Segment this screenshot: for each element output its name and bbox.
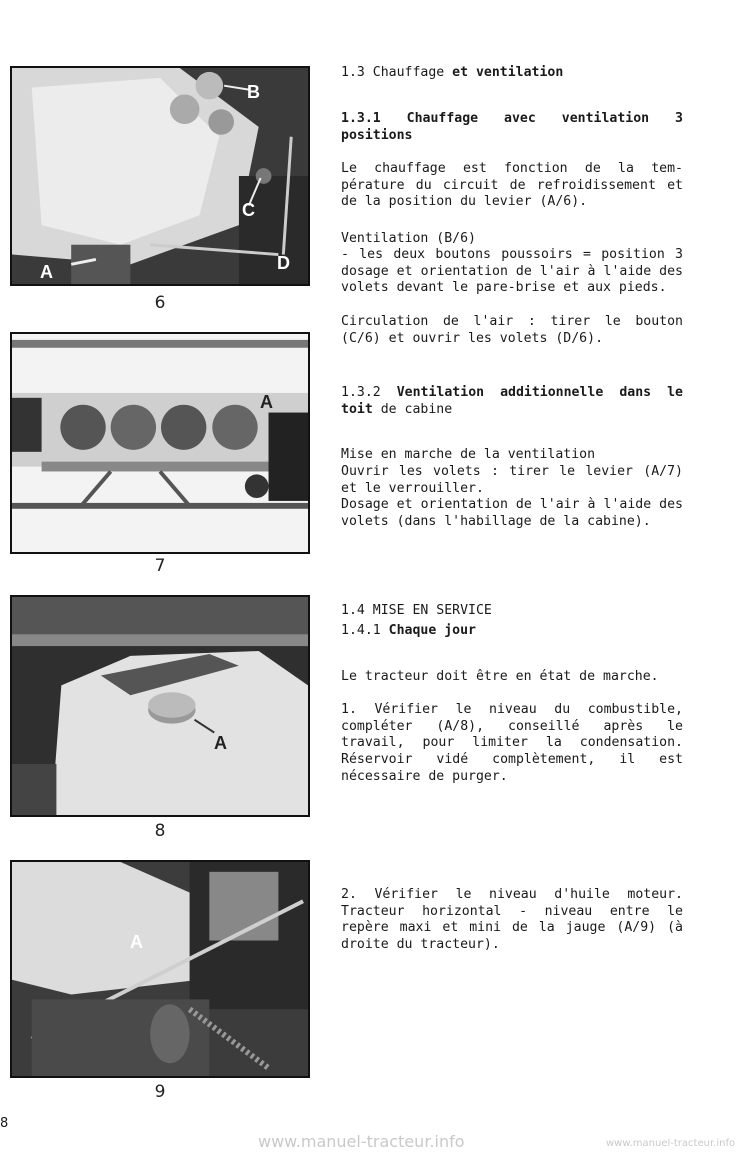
- section-1-3-2-line3: Dosage et orientation de l'air à l'aide des volets (dans l'habillage de la cabine).: [341, 497, 683, 529]
- section-1-4-1-heading: [341, 623, 683, 640]
- figure-6-label-b: B: [247, 82, 260, 102]
- ventilation-title: Ventilation (B/6): [341, 231, 476, 247]
- page-number: 8: [0, 1116, 9, 1131]
- section-1-3-2-heading-num: 1.3.2: [341, 385, 397, 400]
- section-1-4-1-heading-num: 1.4.1: [341, 623, 389, 638]
- figure-6-label-c: C: [242, 200, 255, 220]
- section-1-4-heading: 1.4 MISE EN SERVICE: [341, 603, 492, 619]
- figure-6-label-d: D: [277, 253, 290, 273]
- section-1-3-2-heading-bold: Ventilation additionnelle dans le toit: [341, 385, 683, 417]
- figure-7-label-a: A: [260, 392, 273, 412]
- section-1-4-item2: 2. Vérifier le niveau d'huile moteur. Tracteur horizontal - niveau entre le repère maxi et mini de la jauge (A/9) (à droite du tracteur).: [341, 887, 683, 952]
- figure-7-photo: [10, 332, 310, 554]
- figure-8-number: 8: [154, 821, 166, 841]
- section-1-3-2-heading: [341, 385, 683, 418]
- figure-9-number: 9: [154, 1082, 166, 1102]
- section-1-3-1-para1: Le chauffage est fonction de la tem-pérature du circuit de refroidissement et de la position du levier (A/6).: [341, 161, 683, 210]
- section-1-3-2-line1: Mise en marche de la ventilation: [341, 447, 596, 463]
- figure-8-photo: [10, 595, 310, 817]
- figure-6-photo: [10, 66, 310, 286]
- section-1-3-heading: [341, 65, 683, 82]
- section-1-3-heading-bold: et ventilation: [452, 65, 564, 80]
- figure-6-number: 6: [154, 293, 166, 313]
- figure-6-label-a: A: [40, 262, 53, 282]
- section-1-3-heading-num: 1.3 Chauffage: [341, 65, 453, 80]
- figure-8-label-a: A: [214, 733, 227, 753]
- watermark-small: www.manuel-tracteur.info: [606, 1138, 736, 1149]
- circulation-text: Circulation de l'air : tirer le bouton (C/6) et ouvrir les volets (D/6).: [341, 314, 683, 346]
- watermark-large: www.manuel-tracteur.info: [258, 1132, 465, 1151]
- section-1-4-1-heading-bold: Chaque jour: [388, 623, 476, 638]
- figure-9-label-a: A: [130, 932, 143, 952]
- figure-9-photo: [10, 860, 310, 1078]
- section-1-4-intro: Le tracteur doit être en état de marche.: [341, 669, 659, 685]
- section-1-4-item1: 1. Vérifier le niveau du combustible, compléter (A/8), conseillé après le travail, pour limiter la condensation. Réservoir vidé complètement, il est nécessaire de purger.: [341, 702, 683, 784]
- section-1-3-2-line2: Ouvrir les volets : tirer le levier (A/7) et le verrouiller.: [341, 464, 683, 496]
- section-1-3-2-heading-tail: de cabine: [372, 401, 453, 417]
- section-1-3-1-heading: 1.3.1 Chauffage avec ventilation 3 positions: [341, 111, 683, 143]
- ventilation-text: - les deux boutons poussoirs = position 3 dosage et orientation de l'air à l'aide des volets devant le pare-brise et aux pieds.: [341, 247, 683, 296]
- figure-7-number: 7: [154, 556, 166, 576]
